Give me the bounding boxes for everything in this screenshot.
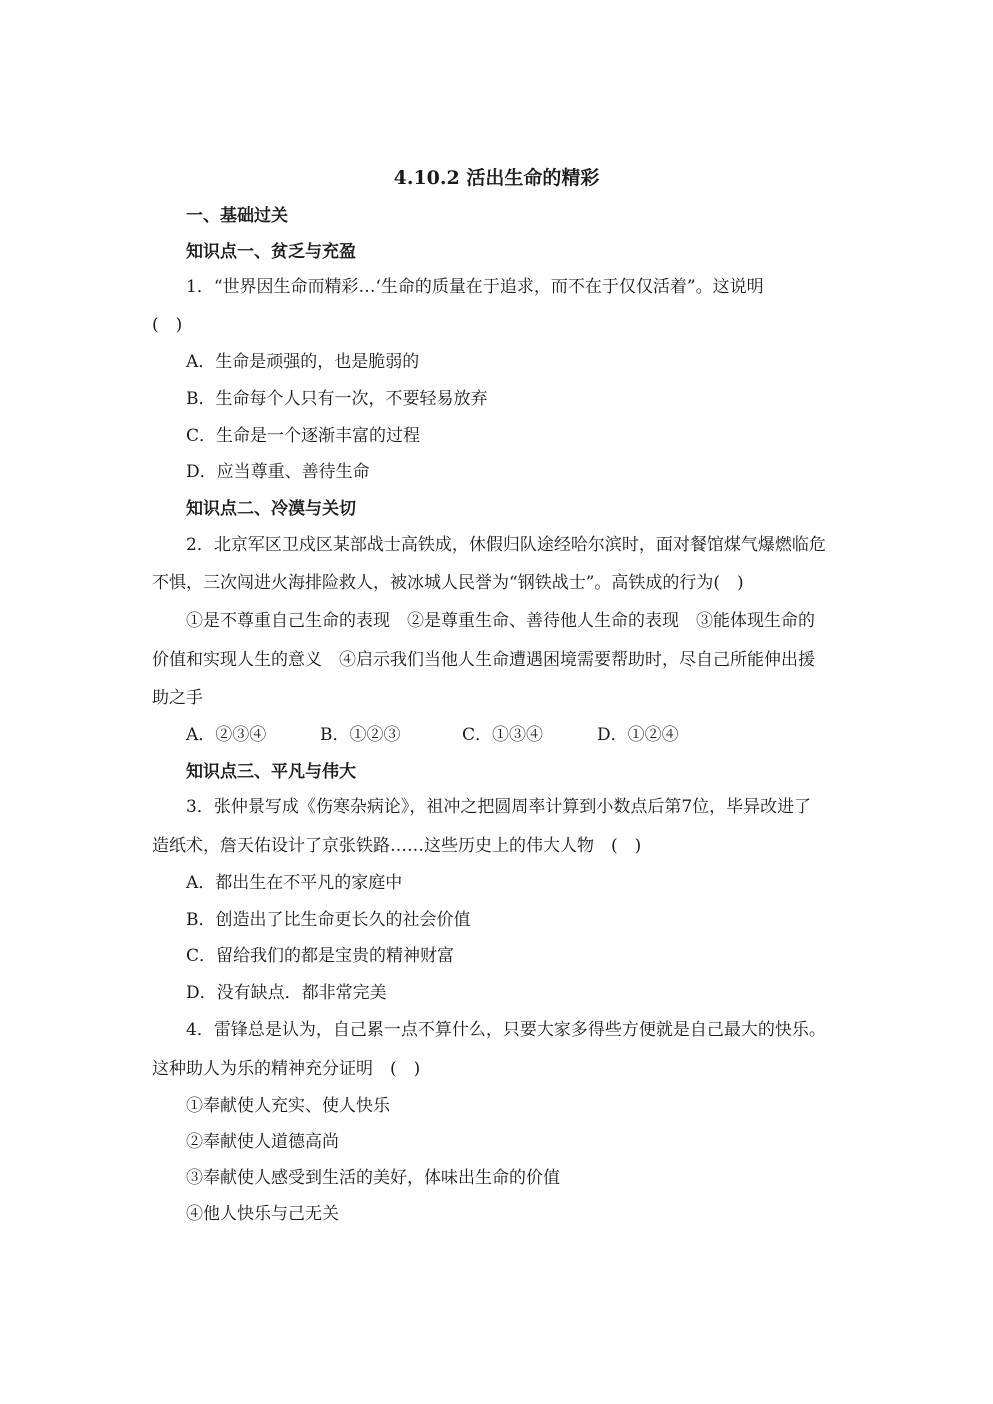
knowledge-point-3: 知识点三、平凡与伟大 — [186, 762, 356, 782]
section-heading: 一、基础过关 — [186, 206, 288, 226]
q3-option-b: B．创造出了比生命更长久的社会价值 — [186, 910, 471, 930]
q2-option-d: D．①②④ — [597, 725, 679, 745]
q1-option-b: B．生命每个人只有一次，不要轻易放弃 — [186, 389, 488, 409]
knowledge-point-2: 知识点二、冷漠与关切 — [186, 499, 356, 519]
q3-stem-line1: 3．张仲景写成《伤寒杂病论》，祖冲之把圆周率计算到小数点后第7位，毕异改进了 — [186, 797, 812, 817]
page-title: 4.10.2 活出生命的精彩 — [393, 167, 600, 189]
q4-stem-line1: 4．雷锋总是认为，自己累一点不算什么，只要大家多得些方便就是自己最大的快乐。 — [186, 1020, 826, 1040]
q3-option-c: C．留给我们的都是宝贵的精神财富 — [186, 946, 455, 966]
q4-statement-4: ④他人快乐与己无关 — [186, 1204, 339, 1224]
q1-stem-line1: 1．“世界因生命而精彩…‘生命的质量在于追求，而不在于仅仅活着”。这说明 — [186, 277, 764, 297]
q4-stem-line2: 这种助人为乐的精神充分证明 ( ) — [152, 1059, 421, 1079]
q1-option-c: C．生命是一个逐渐丰富的过程 — [186, 426, 421, 446]
knowledge-point-1: 知识点一、贫乏与充盈 — [186, 242, 356, 262]
q2-statements-line1: ①是不尊重自己生命的表现 ②是尊重生命、善待他人生命的表现 ③能体现生命的 — [186, 611, 815, 631]
q2-stem-line2: 不惧，三次闯进火海排险救人，被冰城人民誉为“钢铁战士”。高铁成的行为( ) — [152, 573, 744, 593]
q2-statements-line3: 助之手 — [152, 688, 203, 708]
q4-statement-2: ②奉献使人道德高尚 — [186, 1132, 339, 1152]
q2-option-a: A．②③④ — [186, 725, 267, 745]
q1-option-a: A．生命是顽强的，也是脆弱的 — [186, 352, 420, 372]
q2-option-b: B．①②③ — [320, 725, 401, 745]
q2-stem-line1: 2．北京军区卫戍区某部战士高铁成，休假归队途经哈尔滨时，面对餐馆煤气爆燃临危 — [186, 535, 826, 555]
q2-option-c: C．①③④ — [462, 725, 544, 745]
q4-statement-1: ①奉献使人充实、使人快乐 — [186, 1096, 390, 1116]
q1-stem-line2: ( ) — [152, 315, 183, 335]
q3-option-d: D．没有缺点．都非常完美 — [186, 983, 387, 1003]
q3-option-a: A．都出生在不平凡的家庭中 — [186, 873, 403, 893]
q1-option-d: D．应当尊重、善待生命 — [186, 462, 370, 482]
q2-statements-line2: 价值和实现人生的意义 ④启示我们当他人生命遭遇困境需要帮助时，尽自己所能伸出援 — [152, 650, 815, 670]
q4-statement-3: ③奉献使人感受到生活的美好，体味出生命的价值 — [186, 1168, 560, 1188]
q3-stem-line2: 造纸术，詹天佑设计了京张铁路……这些历史上的伟大人物 ( ) — [152, 836, 642, 856]
